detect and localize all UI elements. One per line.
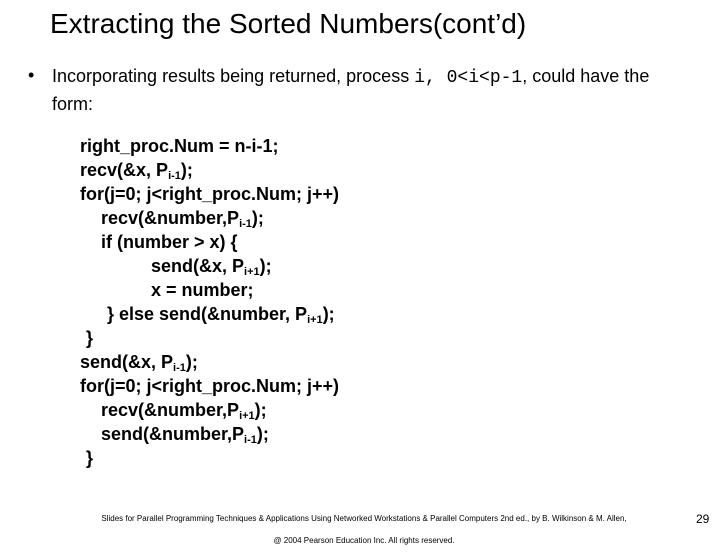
- code-subscript: i-1: [239, 218, 252, 230]
- code-tail: );: [259, 256, 272, 276]
- code-text: recv(&number,P: [101, 208, 240, 228]
- code-text: if (number > x) {: [101, 232, 238, 252]
- slide-title: Extracting the Sorted Numbers(cont’d): [50, 8, 527, 39]
- page-number: 29: [696, 512, 710, 526]
- code-line: [101, 422, 269, 446]
- bullet-text-before: Incorporating results being returned, process: [52, 66, 415, 86]
- code-subscript: i+1: [239, 410, 255, 422]
- code-line: [101, 206, 264, 230]
- code-line: [80, 182, 339, 206]
- code-text: right_proc.Num = n-i-1;: [80, 136, 279, 156]
- code-text: for(j=0; j<right_proc.Num; j++): [80, 184, 340, 204]
- code-line: [80, 374, 339, 398]
- code-tail: );: [322, 304, 335, 324]
- code-tail: );: [251, 208, 264, 228]
- code-line: [101, 230, 238, 254]
- bullet-code: i, 0<i<p-1: [414, 68, 523, 88]
- code-line: [101, 398, 267, 422]
- code-tail: );: [256, 424, 269, 444]
- code-subscript: i+1: [307, 314, 323, 326]
- code-tail: );: [180, 160, 193, 180]
- code-subscript: i-1: [244, 434, 257, 446]
- code-line: [107, 302, 335, 326]
- code-text: } else send(&number, P: [107, 304, 308, 324]
- code-subscript: i-1: [173, 362, 186, 374]
- code-line: [151, 278, 254, 302]
- footer-line-2: @ 2004 Pearson Education Inc. All rights reserved.: [273, 536, 455, 545]
- footer-line-1: Slides for Parallel Programming Techniques & Applications Using Networked Workstations & Parallel Computers 2nd ed., by B. Wilkinson & M. Allen,: [101, 514, 627, 523]
- code-line: [80, 134, 279, 158]
- footer-credit: [64, 508, 664, 552]
- code-text: send(&number,P: [101, 424, 245, 444]
- code-text: recv(&x, P: [80, 160, 169, 180]
- code-text: }: [86, 448, 94, 468]
- code-text: x = number;: [151, 280, 254, 300]
- bullet-text: [52, 63, 692, 117]
- code-tail: );: [185, 352, 198, 372]
- bullet-text-after: , could have the form:: [52, 66, 650, 114]
- code-subscript: i-1: [168, 170, 181, 182]
- code-text: send(&x, P: [80, 352, 174, 372]
- code-text: recv(&number,P: [101, 400, 240, 420]
- code-tail: );: [254, 400, 267, 420]
- code-text: for(j=0; j<right_proc.Num; j++): [80, 376, 340, 396]
- code-text: send(&x, P: [151, 256, 245, 276]
- code-line: [80, 158, 193, 182]
- code-line: [151, 254, 272, 278]
- code-line: [86, 326, 93, 350]
- code-subscript: i+1: [244, 266, 260, 278]
- bullet-marker: •: [28, 65, 35, 85]
- code-line: [80, 350, 198, 374]
- code-line: [86, 446, 93, 470]
- code-text: }: [86, 328, 94, 348]
